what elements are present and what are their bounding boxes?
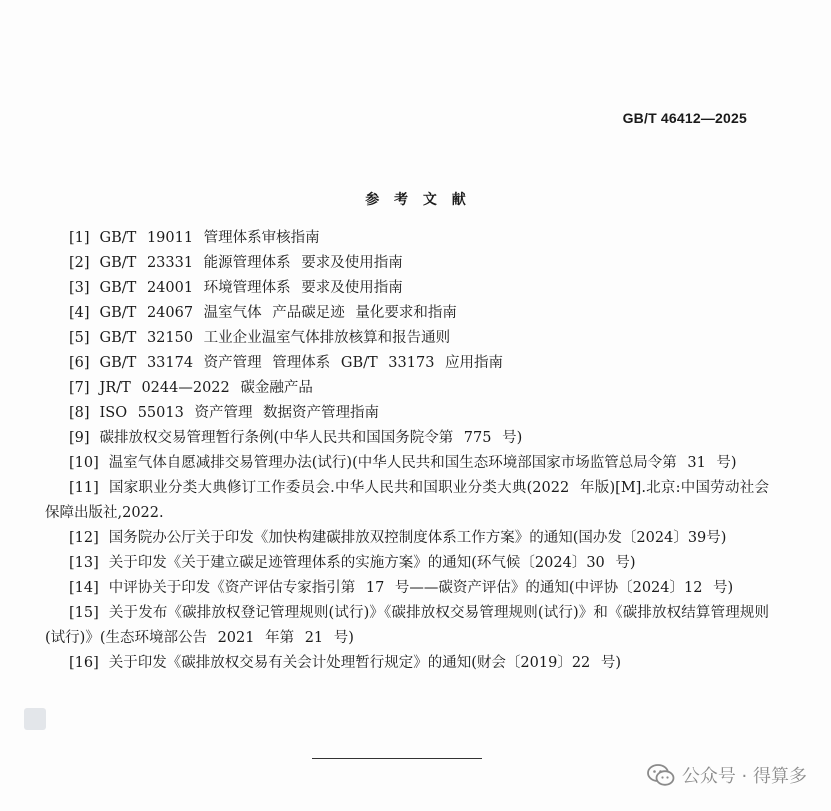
reference-number: [3] (69, 280, 90, 296)
reference-list (45, 226, 769, 676)
reference-item (45, 426, 769, 451)
reference-text: GB/T 32150 工业企业温室气体排放核算和报告通则 (99, 330, 451, 346)
reference-item (45, 476, 769, 526)
reference-text: GB/T 23331 能源管理体系 要求及使用指南 (99, 255, 403, 271)
reference-number: [7] (69, 380, 90, 396)
reference-text: ISO 55013 资产管理 数据资产管理指南 (99, 405, 380, 421)
reference-item (45, 526, 769, 551)
reference-item (45, 251, 769, 276)
reference-text: 中评协关于印发《资产评估专家指引第 17 号——碳资产评估》的通知(中评协〔2024〕12 号) (108, 580, 734, 596)
wechat-icon (646, 762, 676, 788)
reference-text: 关于印发《关于建立碳足迹管理体系的实施方案》的通知(环气候〔2024〕30 号) (108, 555, 636, 571)
reference-text: 国务院办公厅关于印发《加快构建碳排放双控制度体系工作方案》的通知(国办发〔2024〕39号) (108, 530, 727, 546)
references-heading: 参 考 文 献 (365, 192, 466, 208)
reference-number: [12] (69, 530, 99, 546)
side-stamp-icon (24, 708, 46, 730)
reference-item (45, 401, 769, 426)
reference-number: [6] (69, 355, 90, 371)
reference-text: 碳排放权交易管理暂行条例(中华人民共和国国务院令第 775 号) (99, 430, 523, 446)
reference-number: [2] (69, 255, 90, 271)
reference-text: GB/T 24001 环境管理体系 要求及使用指南 (99, 280, 403, 296)
reference-item (45, 451, 769, 476)
reference-number: [1] (69, 230, 90, 246)
reference-item (45, 351, 769, 376)
reference-text: 国家职业分类大典修订工作委员会.中华人民共和国职业分类大典(2022 年版)[M].北京:中国劳动社会保障出版社,2022. (45, 480, 769, 521)
reference-number: [8] (69, 405, 90, 421)
reference-text: JR/T 0244—2022 碳金融产品 (99, 380, 313, 396)
reference-item (45, 301, 769, 326)
reference-number: [9] (69, 430, 90, 446)
reference-item (45, 276, 769, 301)
reference-number: [15] (69, 605, 99, 621)
watermark-text: 公众号 · 得算多 (681, 766, 807, 787)
reference-item (45, 651, 769, 676)
reference-number: [11] (69, 480, 99, 496)
reference-number: [16] (69, 655, 99, 671)
reference-item (45, 601, 769, 651)
reference-item (45, 576, 769, 601)
reference-text: 关于发布《碳排放权登记管理规则(试行)》《碳排放权交易管理规则(试行)》和《碳排放权结算管理规则(试行)》(生态环境部公告 2021 年第 21 号) (45, 605, 769, 646)
reference-text: GB/T 33174 资产管理 管理体系 GB/T 33173 应用指南 (99, 355, 504, 371)
reference-number: [5] (69, 330, 90, 346)
reference-item (45, 551, 769, 576)
reference-number: [10] (69, 455, 99, 471)
standard-code: GB/T 46412—2025 (622, 110, 747, 126)
reference-number: [13] (69, 555, 99, 571)
reference-text: GB/T 19011 管理体系审核指南 (99, 230, 320, 246)
reference-item (45, 376, 769, 401)
reference-number: [14] (69, 580, 99, 596)
reference-item (45, 226, 769, 251)
reference-text: GB/T 24067 温室气体 产品碳足迹 量化要求和指南 (99, 305, 457, 321)
reference-text: 关于印发《碳排放权交易有关会计处理暂行规定》的通知(财会〔2019〕22 号) (108, 655, 622, 671)
reference-number: [4] (69, 305, 90, 321)
reference-item (45, 326, 769, 351)
wechat-watermark (646, 762, 807, 788)
reference-text: 温室气体自愿减排交易管理办法(试行)(中华人民共和国生态环境部国家市场监管总局令第 31 号) (108, 455, 737, 471)
page-end-rule (312, 758, 482, 759)
